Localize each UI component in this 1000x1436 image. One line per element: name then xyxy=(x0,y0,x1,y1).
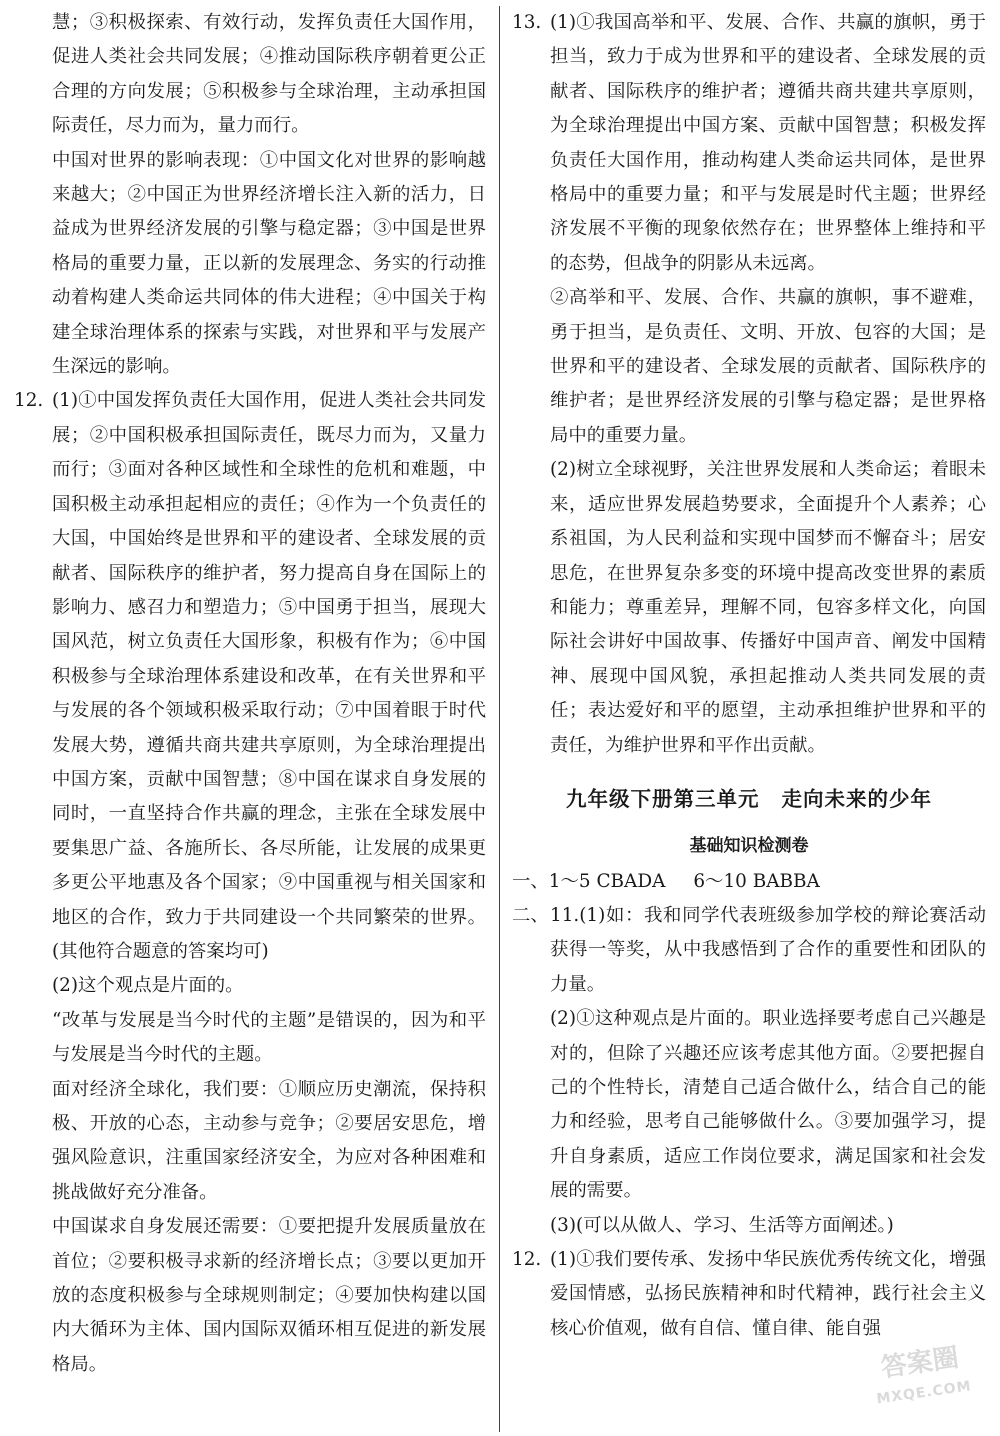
watermark-logo-text: 答案圈 xyxy=(879,1342,961,1384)
q11-part1: (1)如：我和同学代表班级参加学校的辩论赛活动获得一等奖，从中我感悟到了合作的重要性和团队的力量。 xyxy=(550,904,986,995)
watermark-domain: MXQE.COM xyxy=(875,1378,973,1408)
section-two-marker: 二、 xyxy=(512,904,549,926)
mc-answers-2: BABBA xyxy=(752,870,820,892)
right-q12-part1: (1)①我们要传承、发扬中华民族优秀传统文化，增强爱国情感，弘扬民族精神和时代精神，践行社会主义核心价值观，做有自信、懂自律、能自强 xyxy=(550,1249,986,1339)
mc-range-1: 1～5 xyxy=(548,870,591,892)
q12-number: 12. xyxy=(14,390,44,412)
section-two-q11 xyxy=(512,899,986,1002)
q11-part2: (2)①这种观点是片面的。职业选择要考虑自己兴趣是对的，但除了兴趣还应该考虑其他方面。②要把握自己的个性特长，清楚自己适合做什么，结合自己的能力和经验，思考自己能够做什么。③要加强学习，提升自身素质，适应工作岗位要求，满足国家和社会发展的需要。 xyxy=(550,1008,986,1202)
column-divider xyxy=(499,6,500,1432)
left-column xyxy=(14,6,486,1382)
section-subtitle: 基础知识检测卷 xyxy=(689,835,809,856)
q11-number: 11. xyxy=(550,904,580,926)
q13-part1-a: (1)①我国高举和平、发展、合作、共赢的旗帜，勇于担当，致力于成为世界和平的建设者、全球发展的贡献者、国际秩序的维护者；遵循共商共建共享原则，为全球治理提出中国方案、贡献中国智慧；积极发挥负责任大国作用，推动构建人类命运共同体，是世界格局中的重要力量；和平与发展是时代主题；世界经济发展不平衡的现象依然存在；世界整体上维持和平的态势，但战争的阴影从未远离。 xyxy=(550,12,986,274)
section-two-label xyxy=(512,899,549,933)
q12-part2-d: 中国谋求自身发展还需要：①要把提升发展质量放在首位；②要积极寻求新的经济增长点；③要以更加开放的态度积极参与全球规则制定；④要加快构建以国内大循环为主体、国内国际双循环相互促进的新发展格局。 xyxy=(52,1216,486,1375)
q12-part2-a: (2)这个观点是片面的。 xyxy=(52,975,244,997)
mc-answers-1: CBADA xyxy=(596,870,666,892)
q11-continuation: 慧；③积极探索、有效行动，发挥负责任大国作用，促进人类社会共同发展；④推动国际秩序朝着更公正合理的方向发展；⑤积极参与全球治理，主动承担国际责任，尽力而为，量力而行。 xyxy=(52,12,486,137)
q13-part2: (2)树立全球视野，关注世界发展和人类命运；着眼未来，适应世界发展趋势要求，全面提升个人素养；心系祖国，为人民利益和实现中国梦而不懈奋斗；居安思危，在世界复杂多变的环境中提高改变世界的素质和能力；尊重差异，理解不同，包容多样文化，向国际社会讲好中国故事、传播好中国声音、阐发中国精神、展现中国风貌，承担起推动人类共同发展的责任；表达爱好和平的愿望，主动承担维护世界和平的责任，为维护世界和平作出贡献。 xyxy=(550,459,986,756)
unit-title-part-b: 走向未来的少年 xyxy=(781,786,932,811)
right-q12-block xyxy=(512,1243,986,1346)
q12-block xyxy=(14,384,486,969)
q12-part1: (1)①中国发挥负责任大国作用，促进人类社会共同发展；②中国积极承担国际责任，既尽力而为，又量力而行；③面对各种区域性和全球性的危机和难题，中国积极主动承担起相应的责任；④作为一个负责任的大国，中国始终是世界和平的建设者、全球发展的贡献者、国际秩序的维护者，努力提高自身在国际上的影响力、感召力和塑造力；⑤中国勇于担当，展现大国风范，树立负责任大国形象，积极有作为；⑥中国积极参与全球治理体系建设和改革，在有关世界和平与发展的各个领域积极采取行动；⑦中国着眼于时代发展大势，遵循共商共建共享原则，为全球治理提出中国方案，贡献中国智慧；⑧中国在谋求自身发展的同时，一直坚持合作共赢的理念，主张在全球发展中要集思广益、各施所长、各尽所能，让发展的成果更多更公平地惠及各个国家；⑨中国重视与相关国家和地区的合作，致力于共同建设一个共同繁荣的世界。(其他符合题意的答案均可) xyxy=(52,390,486,962)
unit-title-part-a: 九年级下册第三单元 xyxy=(566,786,760,811)
q13-block xyxy=(512,6,986,281)
q13-number: 13. xyxy=(512,12,542,33)
q11-influence-paragraph: 中国对世界的影响表现：①中国文化对世界的影响越来越大；②中国正为世界经济增长注入新的活力，日益成为世界经济发展的引擎与稳定器；③中国是世界格局的重要力量，正以新的发展理念、务实的行动推动着构建人类命运共同体的伟大进程；④中国关于构建全球治理体系的探索与实践，对世界和平与发展产生深远的影响。 xyxy=(52,149,486,378)
right-column xyxy=(512,6,986,1346)
multiple-choice-answers xyxy=(512,865,986,899)
q12-part2-c: 面对经济全球化，我们要：①顺应历史潮流，保持积极、开放的心态，主动参与竞争；②要居安思危，增强风险意识，注重国家经济安全，为应对各种困难和挑战做好充分准备。 xyxy=(52,1078,486,1203)
q12-part2-b: “改革与发展是当今时代的主题”是错误的，因为和平与发展是当今时代的主题。 xyxy=(52,1009,486,1066)
section-one-label: 一、 xyxy=(512,870,549,892)
q13-part1-b: ②高举和平、发展、合作、共赢的旗帜，事不避难，勇于担当，是负责任、文明、开放、包容的大国；是世界和平的建设者、全球发展的贡献者、国际秩序的维护者；是世界经济发展的引擎与稳定器；是世界格局中的重要力量。 xyxy=(550,287,986,446)
mc-range-2: 6～10 xyxy=(693,870,747,892)
watermark-logo xyxy=(858,1340,985,1416)
q11-part3: (3)(可以从做人、学习、生活等方面阐述。) xyxy=(550,1214,894,1236)
unit-title xyxy=(512,779,986,819)
right-q12-number: 12. xyxy=(512,1249,542,1270)
